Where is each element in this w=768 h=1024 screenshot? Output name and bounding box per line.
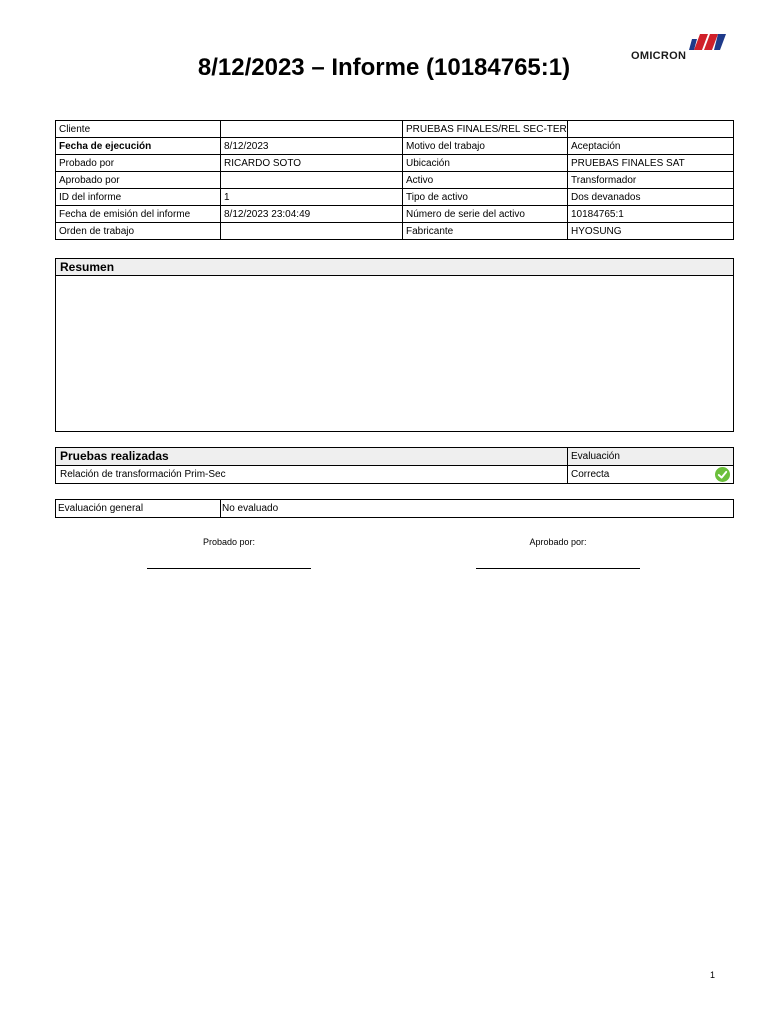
info-value: 1 [221, 189, 403, 206]
info-label: Ubicación [403, 155, 568, 172]
info-value: 10184765:1 [568, 206, 734, 223]
info-value: Dos devanados [568, 189, 734, 206]
info-label: Fecha de ejecución [56, 138, 221, 155]
table-row [56, 466, 733, 483]
page-number: 1 [710, 970, 716, 980]
general-evaluation [55, 499, 734, 518]
info-label: Fecha de emisión del informe [56, 206, 221, 223]
table-row [56, 121, 734, 138]
info-value: 8/12/2023 [221, 138, 403, 155]
logo-text: OMICRON [631, 50, 687, 62]
report-info-table [55, 120, 734, 240]
pruebas-title: Pruebas realizadas [60, 449, 169, 463]
resumen-section [55, 258, 734, 432]
info-label: Activo [403, 172, 568, 189]
check-circle-icon [715, 467, 730, 482]
table-row [56, 138, 734, 155]
info-label: PRUEBAS FINALES/REL SEC-TER [403, 121, 568, 138]
info-label: Cliente [56, 121, 221, 138]
info-label: Aprobado por [56, 172, 221, 189]
column-divider [220, 500, 221, 517]
pruebas-section [55, 447, 734, 484]
table-row [56, 223, 734, 240]
table-row [56, 206, 734, 223]
info-label: Fabricante [403, 223, 568, 240]
test-name: Relación de transformación Prim-Sec [60, 469, 226, 480]
info-value [221, 223, 403, 240]
test-evaluation: Correcta [571, 469, 610, 480]
info-label: Motivo del trabajo [403, 138, 568, 155]
info-value: RICARDO SOTO [221, 155, 403, 172]
info-value [221, 121, 403, 138]
info-label: Orden de trabajo [56, 223, 221, 240]
info-value: Transformador [568, 172, 734, 189]
page-title: 8/12/2023 – Informe (10184765:1) [197, 54, 571, 81]
info-label: Número de serie del activo [403, 206, 568, 223]
info-value: PRUEBAS FINALES SAT [568, 155, 734, 172]
info-label: Tipo de activo [403, 189, 568, 206]
info-value: HYOSUNG [568, 223, 734, 240]
general-evaluation-value: No evaluado [222, 503, 279, 514]
evaluation-header: Evaluación [571, 451, 620, 462]
table-row [56, 189, 734, 206]
info-value [221, 172, 403, 189]
tested-by-signature-line [147, 568, 311, 569]
info-value: Aceptación [568, 138, 734, 155]
pruebas-header [56, 448, 733, 466]
column-divider [567, 448, 568, 465]
approved-by-signature-line [476, 568, 640, 569]
info-label: Probado por [56, 155, 221, 172]
table-row [56, 155, 734, 172]
info-label: ID del informe [56, 189, 221, 206]
info-value: 8/12/2023 23:04:49 [221, 206, 403, 223]
table-row [56, 172, 734, 189]
approved-by-label: Aprobado por: [529, 537, 587, 547]
resumen-title: Resumen [56, 259, 733, 276]
general-evaluation-label: Evaluación general [58, 503, 144, 514]
column-divider [567, 466, 568, 483]
tested-by-label: Probado por: [202, 537, 256, 547]
info-value [568, 121, 734, 138]
omicron-logo [630, 33, 726, 73]
